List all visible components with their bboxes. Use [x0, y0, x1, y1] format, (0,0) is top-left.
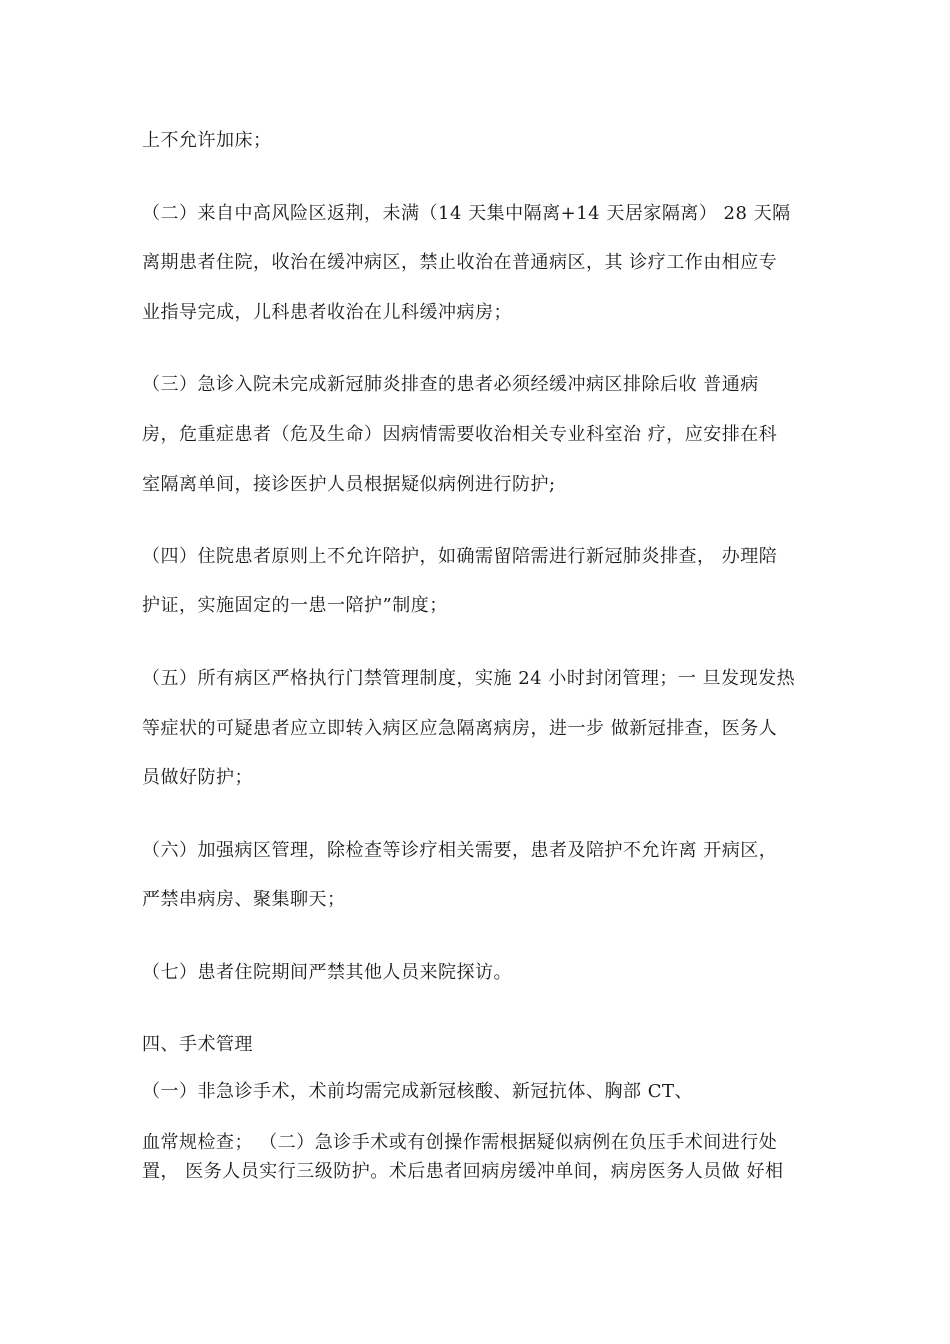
text-line: 员做好防护；: [142, 767, 253, 788]
text-line: 室隔离单间，接诊医护人员根据疑似病例进行防护;: [142, 474, 556, 495]
text-line: （三）急诊入院未完成新冠肺炎排查的患者必须经缓冲病区排除后收 普通病: [142, 374, 759, 395]
text-line: 业指导完成，儿科患者收治在儿科缓冲病房；: [142, 302, 512, 323]
text-line: 血常规检查； （二）急诊手术或有创操作需根据疑似病例在负压手术间进行处: [142, 1132, 778, 1153]
text-line: 离期患者住院，收治在缓冲病区，禁止收治在普通病区，其 诊疗工作由相应专: [142, 252, 778, 273]
text-line: （二）来自中高风险区返荆，未满（14 天集中隔离+14 天居家隔离） 28 天隔: [142, 203, 791, 224]
text-line: 护证，实施固定的一患一陪护”制度；: [142, 595, 448, 616]
text-line: 严禁串病房、聚集聊天；: [142, 889, 346, 910]
text-line: （六）加强病区管理，除检查等诊疗相关需要，患者及陪护不允许离 开病区，: [142, 840, 778, 861]
text-line: 房，危重症患者（危及生命）因病情需要收治相关专业科室治 疗，应安排在科: [142, 424, 778, 445]
text-line: 置， 医务人员实行三级防护。术后患者回病房缓冲单间，病房医务人员做 好相: [142, 1161, 784, 1182]
text-line: 等症状的可疑患者应立即转入病区应急隔离病房，进一步 做新冠排查，医务人: [142, 718, 778, 739]
text-line: （四）住院患者原则上不允许陪护，如确需留陪需进行新冠肺炎排查， 办理陪: [142, 546, 778, 567]
text-line: 上不允许加床；: [142, 130, 272, 151]
section-heading: 四、手术管理: [142, 1034, 253, 1055]
text-line: （一）非急诊手术，术前均需完成新冠核酸、新冠抗体、胸部 CT、: [142, 1081, 693, 1102]
text-line: （五）所有病区严格执行门禁管理制度，实施 24 小时封闭管理；一 旦发现发热: [142, 668, 796, 689]
text-line: （七）患者住院期间严禁其他人员来院探访。: [142, 962, 512, 983]
